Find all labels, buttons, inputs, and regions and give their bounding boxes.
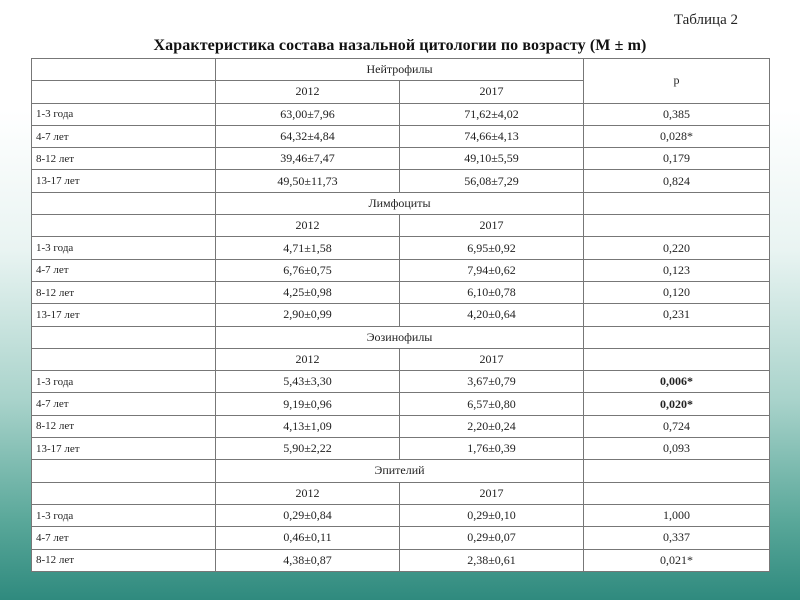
value-2012: 49,50±11,73 [216, 170, 400, 192]
value-2017: 0,29±0,07 [400, 527, 584, 549]
p-value: 0,385 [584, 103, 770, 125]
age-group-label: 1-3 года [32, 371, 216, 393]
empty-cell [584, 192, 770, 214]
year-2012-header: 2012 [216, 81, 400, 103]
year-row [32, 482, 770, 504]
value-2012: 0,46±0,11 [216, 527, 400, 549]
table-row [32, 504, 770, 526]
value-2017: 74,66±4,13 [400, 125, 584, 147]
table-row [32, 259, 770, 281]
p-value: 0,724 [584, 415, 770, 437]
empty-cell [32, 348, 216, 370]
table-caption: Таблица 2 [673, 12, 738, 28]
value-2017: 0,29±0,10 [400, 504, 584, 526]
age-group-label: 4-7 лет [32, 393, 216, 415]
value-2017: 6,57±0,80 [400, 393, 584, 415]
p-value: 0,093 [584, 438, 770, 460]
year-row [32, 215, 770, 237]
empty-cell [32, 326, 216, 348]
year-2017-header: 2017 [400, 348, 584, 370]
empty-cell [584, 326, 770, 348]
value-2012: 4,13±1,09 [216, 415, 400, 437]
year-2017-header: 2017 [400, 81, 584, 103]
p-value: 0,220 [584, 237, 770, 259]
value-2012: 4,25±0,98 [216, 281, 400, 303]
table-row [32, 549, 770, 571]
section-name: Эозинофилы [216, 326, 584, 348]
value-2017: 71,62±4,02 [400, 103, 584, 125]
year-2017-header: 2017 [400, 482, 584, 504]
age-group-label: 8-12 лет [32, 281, 216, 303]
table-row [32, 527, 770, 549]
empty-cell [584, 482, 770, 504]
age-group-label: 13-17 лет [32, 170, 216, 192]
p-value: 0,028* [584, 125, 770, 147]
value-2017: 6,10±0,78 [400, 281, 584, 303]
page-title: Характеристика состава назальной цитологии по возрасту (M ± m) [153, 37, 647, 54]
p-value: 0,231 [584, 304, 770, 326]
table-row [32, 415, 770, 437]
value-2017: 2,38±0,61 [400, 549, 584, 571]
table-row [32, 281, 770, 303]
table-row [32, 304, 770, 326]
age-group-label: 4-7 лет [32, 527, 216, 549]
value-2017: 1,76±0,39 [400, 438, 584, 460]
year-2012-header: 2012 [216, 482, 400, 504]
age-group-label: 1-3 года [32, 103, 216, 125]
p-value: 0,337 [584, 527, 770, 549]
p-value: 0,824 [584, 170, 770, 192]
year-2012-header: 2012 [216, 215, 400, 237]
empty-cell [32, 215, 216, 237]
value-2017: 2,20±0,24 [400, 415, 584, 437]
value-2012: 5,43±3,30 [216, 371, 400, 393]
empty-cell [32, 460, 216, 482]
age-group-label: 13-17 лет [32, 304, 216, 326]
empty-cell [584, 460, 770, 482]
value-2012: 0,29±0,84 [216, 504, 400, 526]
age-group-label: 8-12 лет [32, 148, 216, 170]
section-header-row [32, 192, 770, 214]
section-header-row [32, 326, 770, 348]
p-value: 0,021* [584, 549, 770, 571]
p-value: 1,000 [584, 504, 770, 526]
empty-cell [32, 81, 216, 103]
age-group-label: 8-12 лет [32, 415, 216, 437]
value-2017: 56,08±7,29 [400, 170, 584, 192]
table-row [32, 125, 770, 147]
value-2017: 3,67±0,79 [400, 371, 584, 393]
p-value: 0,020* [584, 393, 770, 415]
value-2017: 6,95±0,92 [400, 237, 584, 259]
section-name: Эпителий [216, 460, 584, 482]
table-row [32, 103, 770, 125]
value-2012: 39,46±7,47 [216, 148, 400, 170]
empty-cell [584, 348, 770, 370]
value-2017: 49,10±5,59 [400, 148, 584, 170]
cytology-table [31, 58, 770, 572]
value-2012: 9,19±0,96 [216, 393, 400, 415]
empty-cell [32, 192, 216, 214]
value-2017: 7,94±0,62 [400, 259, 584, 281]
value-2012: 6,76±0,75 [216, 259, 400, 281]
empty-cell [32, 59, 216, 81]
table-row [32, 438, 770, 460]
section-name: Нейтрофилы [216, 59, 584, 81]
p-value: 0,123 [584, 259, 770, 281]
p-value: 0,179 [584, 148, 770, 170]
empty-cell [584, 215, 770, 237]
year-2012-header: 2012 [216, 348, 400, 370]
age-group-label: 4-7 лет [32, 259, 216, 281]
year-2017-header: 2017 [400, 215, 584, 237]
section-name: Лимфоциты [216, 192, 584, 214]
age-group-label: 1-3 года [32, 237, 216, 259]
p-header: p [584, 59, 770, 104]
empty-cell [32, 482, 216, 504]
table-row [32, 371, 770, 393]
age-group-label: 1-3 года [32, 504, 216, 526]
value-2012: 5,90±2,22 [216, 438, 400, 460]
section-header-row [32, 59, 770, 81]
age-group-label: 8-12 лет [32, 549, 216, 571]
value-2012: 63,00±7,96 [216, 103, 400, 125]
table-row [32, 148, 770, 170]
value-2017: 4,20±0,64 [400, 304, 584, 326]
value-2012: 4,71±1,58 [216, 237, 400, 259]
p-value: 0,120 [584, 281, 770, 303]
section-header-row [32, 460, 770, 482]
age-group-label: 4-7 лет [32, 125, 216, 147]
table-row [32, 393, 770, 415]
table-row [32, 170, 770, 192]
value-2012: 2,90±0,99 [216, 304, 400, 326]
year-row [32, 348, 770, 370]
value-2012: 4,38±0,87 [216, 549, 400, 571]
p-value: 0,006* [584, 371, 770, 393]
age-group-label: 13-17 лет [32, 438, 216, 460]
table-row [32, 237, 770, 259]
value-2012: 64,32±4,84 [216, 125, 400, 147]
